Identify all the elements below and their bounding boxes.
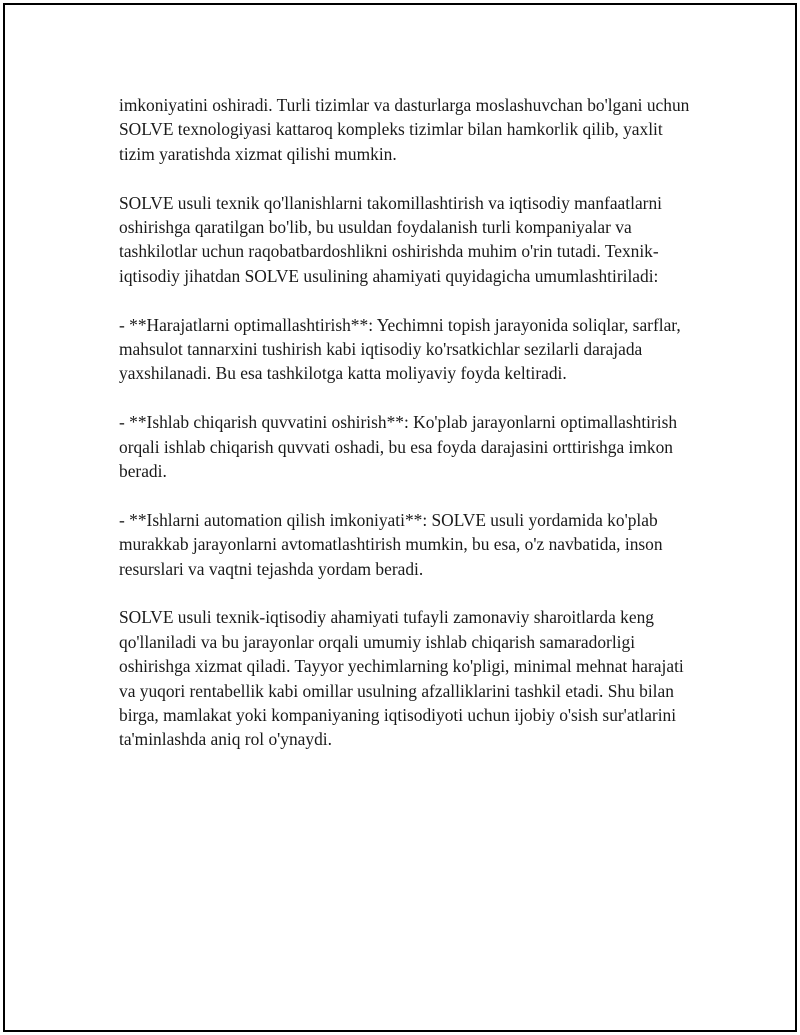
list-item-cost-optimization: - **Harajatlarni optimallashtirish**: Yechimni topish jarayonida soliqlar, sarflar, mahsulot tannarxini tushirish kabi iqtisodiy ko'rsatkichlar sezilarli darajada yaxshilanadi. Bu esa tashkilotga katta moliyaviy foyda keltiradi. xyxy=(119,314,681,384)
list-item-production-capacity: - **Ishlab chiqarish quvvatini oshirish**: Ko'plab jarayonlarni optimallashtirish orqali ishlab chiqarish quvvati oshadi, bu esa foyda darajasini orttirishga imkon beradi. xyxy=(119,412,678,482)
paragraph-conclusion: SOLVE usuli texnik-iqtisodiy ahamiyati tufayli zamonaviy sharoitlarda keng qo'llaniladi va bu jarayonlar orqali umumiy ishlab chiqarish samaradorligi oshirishga xizmat qiladi. Tayyor yechimlarning ko'pligi, minimal mehnat harajati va yuqori rentabellik kabi omillar usulning afzalliklarini tashkil etadi. Shu bilan birga, mamlakat yoki kompaniyaning iqtisodiyoti uchun ijobiy o'sish sur'atlarini ta'minlashda aniq rol o'ynaydi. xyxy=(119,607,684,750)
document-page xyxy=(3,3,797,1032)
list-item-automation: - **Ishlarni automation qilish imkoniyati**: SOLVE usuli yordamida ko'plab murakkab jarayonlarni avtomatlashtirish mumkin, bu esa, o'z navbatida, inson resurslari va vaqtni tejashda yordam beradi. xyxy=(119,509,663,579)
document-body xyxy=(119,93,699,776)
paragraph-intro-continuation: imkoniyatini oshiradi. Turli tizimlar va dasturlarga moslashuvchan bo'lgani uchun SOLVE texnologiyasi kattaroq kompleks tizimlar bilan hamkorlik qilib, yaxlit tizim yaratishda xizmat qilishi mumkin. xyxy=(119,95,690,164)
paragraph-solve-overview: SOLVE usuli texnik qo'llanishlarni takomillashtirish va iqtisodiy manfaatlarni oshirishga qaratilgan bo'lib, bu usuldan foydalanish turli kompaniyalar va tashkilotlar uchun raqobatbardoshlikni oshirishda muhim o'rin tutadi. Texnik-iqtisodiy jihatdan SOLVE usulining ahamiyati quyidagicha umumlashtiriladi: xyxy=(119,192,662,286)
